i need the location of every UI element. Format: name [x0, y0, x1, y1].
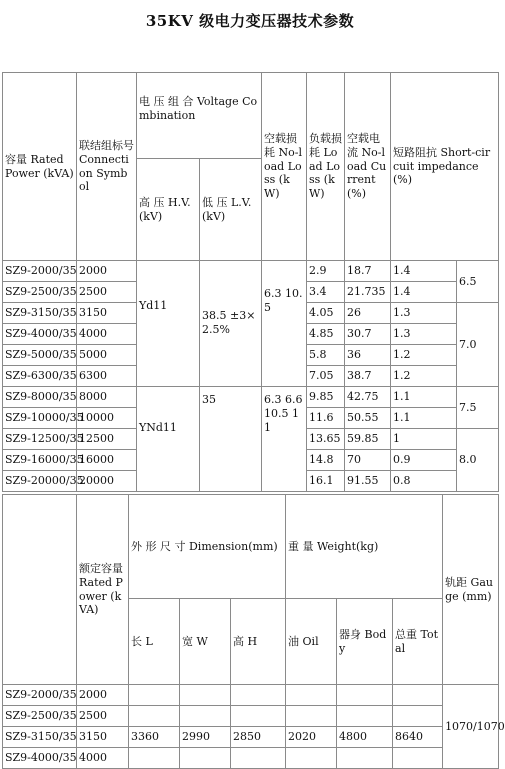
current-cell: 1.1 [391, 408, 457, 429]
noload-loss-cell: 4.85 [307, 324, 345, 345]
impedance-cell: 7.0 [457, 303, 499, 387]
model-cell: SZ9-10000/35 [3, 408, 77, 429]
total-cell [393, 748, 443, 769]
width-cell: 2990 [180, 727, 231, 748]
impedance-cell: 8.0 [457, 429, 499, 492]
model-cell: SZ9-2000/35 [3, 261, 77, 282]
header-length: 长 L [129, 599, 180, 685]
total-cell [393, 685, 443, 706]
header-oil: 油 Oil [286, 599, 337, 685]
header-gauge: 轨距 Gauge (mm) [443, 495, 499, 685]
load-loss-cell: 36 [345, 345, 391, 366]
oil-cell: 2020 [286, 727, 337, 748]
header-height: 高 H [231, 599, 286, 685]
header-voltage-combination: 电 压 组 合 Voltage Combination [137, 73, 262, 159]
model-cell: SZ9-4000/35 [3, 324, 77, 345]
table-row [3, 727, 499, 748]
header-load-loss: 负载损耗 Load Loss (kW) [307, 73, 345, 261]
power-cell: 8000 [77, 387, 137, 408]
noload-loss-cell: 3.4 [307, 282, 345, 303]
connection-group-yd11: Yd11 [137, 261, 200, 387]
power-cell: 2500 [77, 706, 129, 727]
header-width: 宽 W [180, 599, 231, 685]
connection-group-ynd11: YNd11 [137, 387, 200, 492]
lv-group-1: 6.3 10.5 [262, 261, 307, 387]
model-cell: SZ9-3150/35 [3, 303, 77, 324]
height-cell [231, 706, 286, 727]
noload-loss-cell: 13.65 [307, 429, 345, 450]
header-capacity: 容量 Rated Power (kVA) [3, 73, 77, 261]
noload-loss-cell: 14.8 [307, 450, 345, 471]
load-loss-cell: 26 [345, 303, 391, 324]
length-cell [129, 706, 180, 727]
current-cell: 0.8 [391, 471, 457, 492]
body-cell [337, 685, 393, 706]
power-cell: 5000 [77, 345, 137, 366]
header-total: 总重 Total [393, 599, 443, 685]
total-cell: 8640 [393, 727, 443, 748]
header-hv: 高 压 H.V. (kV) [137, 159, 200, 261]
noload-loss-cell: 16.1 [307, 471, 345, 492]
length-cell [129, 748, 180, 769]
model-cell: SZ9-20000/35 [3, 471, 77, 492]
impedance-cell: 7.5 [457, 387, 499, 429]
table-row [3, 387, 499, 408]
header-blank [3, 495, 77, 685]
power-cell: 20000 [77, 471, 137, 492]
noload-loss-cell: 9.85 [307, 387, 345, 408]
oil-cell [286, 685, 337, 706]
height-cell [231, 748, 286, 769]
current-cell: 1.2 [391, 366, 457, 387]
header-impedance: 短路阻抗 Short-circuit impedance (%) [391, 73, 499, 261]
power-cell: 2000 [77, 685, 129, 706]
model-cell: SZ9-16000/35 [3, 450, 77, 471]
power-cell: 2000 [77, 261, 137, 282]
header-lv: 低 压 L.V. (kV) [200, 159, 262, 261]
power-cell: 2500 [77, 282, 137, 303]
width-cell [180, 706, 231, 727]
noload-loss-cell: 7.05 [307, 366, 345, 387]
table-row [3, 706, 499, 727]
current-cell: 1.3 [391, 303, 457, 324]
impedance-cell: 6.5 [457, 261, 499, 303]
header-rated-power: 额定容量 Rated Power (kVA) [77, 495, 129, 685]
height-cell: 2850 [231, 727, 286, 748]
hv-value-1: 38.5 ±3×2.5% [200, 261, 262, 387]
load-loss-cell: 30.7 [345, 324, 391, 345]
oil-cell [286, 748, 337, 769]
current-cell: 1.1 [391, 387, 457, 408]
current-cell: 1.3 [391, 324, 457, 345]
page-title: 35KV 级电力变压器技术参数 [145, 12, 355, 30]
current-cell: 0.9 [391, 450, 457, 471]
body-cell: 4800 [337, 727, 393, 748]
oil-cell [286, 706, 337, 727]
noload-loss-cell: 5.8 [307, 345, 345, 366]
table-row [3, 748, 499, 769]
table-row [3, 261, 499, 282]
model-cell: SZ9-6300/35 [3, 366, 77, 387]
length-cell [129, 685, 180, 706]
header-no-load-current: 空载电流 No-load Current (%) [345, 73, 391, 261]
table-row [3, 685, 499, 706]
model-cell: SZ9-2500/35 [3, 706, 77, 727]
power-cell: 16000 [77, 450, 137, 471]
power-cell: 4000 [77, 324, 137, 345]
model-cell: SZ9-4000/35 [3, 748, 77, 769]
header-no-load-loss: 空载损耗 No-load Loss (kW) [262, 73, 307, 261]
load-loss-cell: 42.75 [345, 387, 391, 408]
load-loss-cell: 18.7 [345, 261, 391, 282]
load-loss-cell: 70 [345, 450, 391, 471]
body-cell [337, 706, 393, 727]
width-cell [180, 748, 231, 769]
header-body: 器身 Body [337, 599, 393, 685]
hv-value-2: 35 [200, 387, 262, 492]
header-connection: 联结组标号 Connection Symbol [77, 73, 137, 261]
load-loss-cell: 59.85 [345, 429, 391, 450]
load-loss-cell: 38.7 [345, 366, 391, 387]
noload-loss-cell: 4.05 [307, 303, 345, 324]
power-cell: 6300 [77, 366, 137, 387]
current-cell: 1 [391, 429, 457, 450]
noload-loss-cell: 2.9 [307, 261, 345, 282]
model-cell: SZ9-2500/35 [3, 282, 77, 303]
model-cell: SZ9-8000/35 [3, 387, 77, 408]
load-loss-cell: 21.735 [345, 282, 391, 303]
power-cell: 10000 [77, 408, 137, 429]
current-cell: 1.4 [391, 282, 457, 303]
load-loss-cell: 91.55 [345, 471, 391, 492]
lv-group-2: 6.3 6.6 10.5 11 [262, 387, 307, 492]
model-cell: SZ9-3150/35 [3, 727, 77, 748]
current-cell: 1.4 [391, 261, 457, 282]
model-cell: SZ9-2000/35 [3, 685, 77, 706]
power-cell: 3150 [77, 727, 129, 748]
electrical-params-table [2, 72, 499, 492]
current-cell: 1.2 [391, 345, 457, 366]
load-loss-cell: 50.55 [345, 408, 391, 429]
length-cell: 3360 [129, 727, 180, 748]
total-cell [393, 706, 443, 727]
dimension-weight-table [2, 494, 505, 769]
width-cell [180, 685, 231, 706]
noload-loss-cell: 11.6 [307, 408, 345, 429]
header-weight: 重 量 Weight(kg) [286, 495, 443, 599]
header-dimension: 外 形 尺 寸 Dimension(mm) [129, 495, 286, 599]
gauge-value: 1070/1070 [443, 685, 499, 769]
power-cell: 4000 [77, 748, 129, 769]
power-cell: 3150 [77, 303, 137, 324]
model-cell: SZ9-12500/35 [3, 429, 77, 450]
body-cell [337, 748, 393, 769]
power-cell: 12500 [77, 429, 137, 450]
model-cell: SZ9-5000/35 [3, 345, 77, 366]
height-cell [231, 685, 286, 706]
